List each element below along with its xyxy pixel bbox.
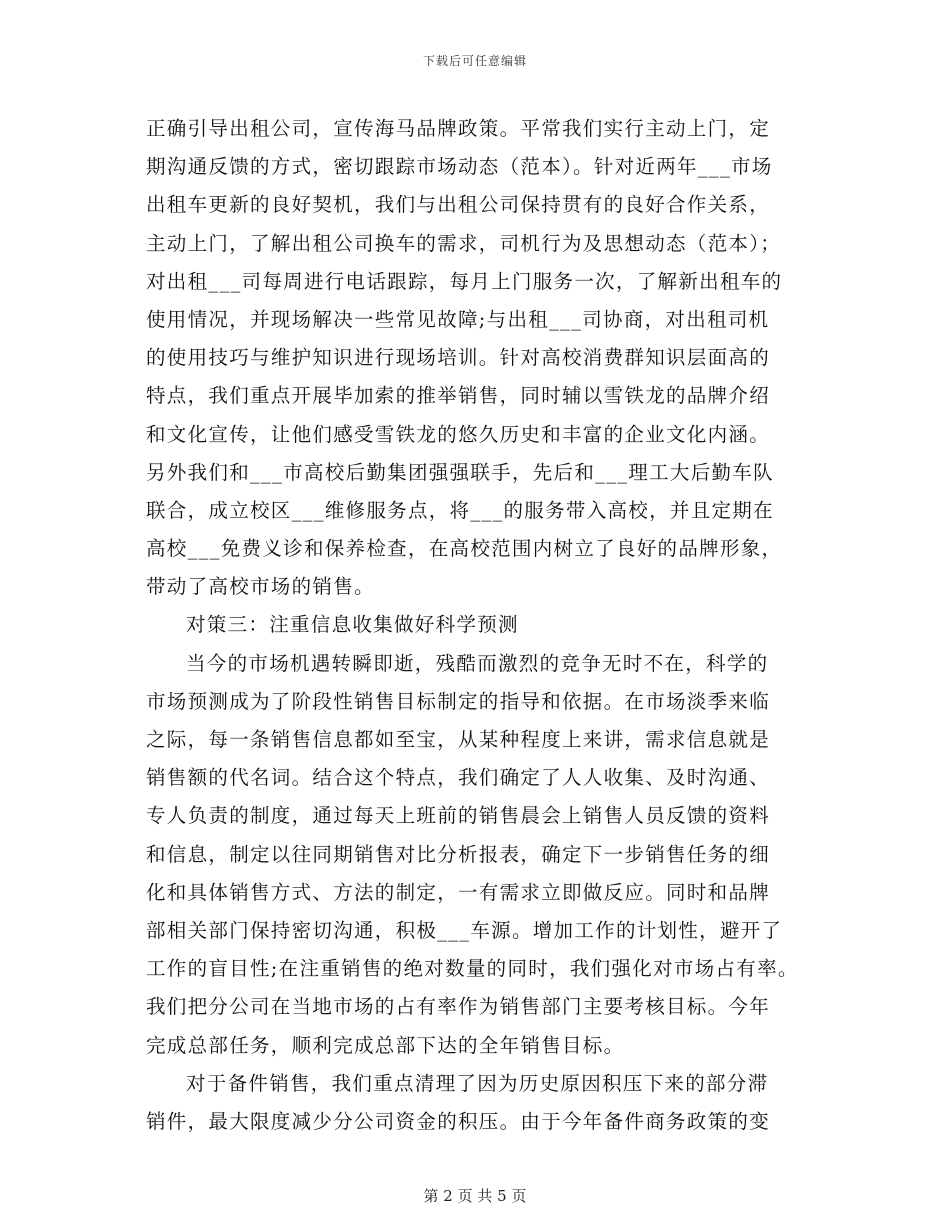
text-line: 部相关部门保持密切沟通，积极___车源。增加工作的计划性，避开了	[146, 918, 783, 942]
text-line: 对出租___司每周进行电话跟踪，每月上门服务一次，了解新出租车的	[146, 269, 783, 293]
text-line: 带动了高校市场的销售。	[146, 575, 375, 599]
text-line: 对于备件销售，我们重点清理了因为历史原因积压下来的部分滞	[186, 1071, 769, 1095]
text-line: 期沟通反馈的方式，密切跟踪市场动态（范本）。针对近两年___市场	[146, 155, 773, 179]
text-line: 工作的盲目性;在注重销售的绝对数量的同时，我们强化对市场占有率。	[146, 957, 799, 981]
text-line: 我们把分公司在当地市场的占有率作为销售部门主要考核目标。今年	[146, 995, 771, 1019]
text-line: 和信息，制定以往同期销售对比分析报表，确定下一步销售任务的细	[146, 842, 771, 866]
document-body	[146, 110, 806, 1141]
text-line: 正确引导出租公司，宣传海马品牌政策。平常我们实行主动上门，定	[146, 117, 771, 140]
text-line: 之际，每一条销售信息都如至宝，从某种程度上来讲，需求信息就是	[146, 728, 771, 751]
text-line: 当今的市场机遇转瞬即逝，残酷而激烈的竞争无时不在，科学的	[186, 651, 769, 675]
text-line: 化和具体销售方式、方法的制定，一有需求立即做反应。同时和品牌	[146, 880, 771, 904]
page-header: 下载后可任意编辑	[422, 54, 527, 68]
text-line: 专人负责的制度，通过每天上班前的销售晨会上销售人员反馈的资料	[146, 804, 771, 828]
text-line: 主动上门，了解出租公司换车的需求，司机行为及思想动态（范本）；	[146, 231, 782, 255]
text-line: 销件，最大限度减少分公司资金的积压。由于今年备件商务政策的变	[146, 1109, 771, 1133]
text-line: 完成总部任务，顺利完成总部下达的全年销售目标。	[146, 1033, 625, 1057]
text-line: 和文化宣传，让他们感受雪铁龙的悠久历史和丰富的企业文化内涵。	[146, 422, 771, 446]
text-line: 销售额的代名词。结合这个特点，我们确定了人人收集、及时沟通、	[146, 766, 771, 790]
page-footer: 第 2 页 共 5 页	[423, 1187, 527, 1205]
text-line: 使用情况，并现场解决一些常见故障;与出租___司协商，对出租司机	[146, 307, 770, 331]
text-line: 的使用技巧与维护知识进行现场培训。针对高校消费群知识层面高的	[146, 346, 771, 370]
text-line: 对策三：注重信息收集做好科学预测	[186, 613, 519, 637]
text-line: 特点，我们重点开展毕加索的推举销售，同时辅以雪铁龙的品牌介绍	[146, 384, 771, 408]
text-line: 高校___免费义诊和保养检查，在高校范围内树立了良好的品牌形象，	[146, 537, 783, 561]
text-line: 联合，成立校区___维修服务点，将___的服务带入高校，并且定期在	[146, 498, 774, 522]
text-line: 市场预测成为了阶段性销售目标制定的指导和依据。在市场淡季来临	[146, 689, 771, 713]
text-line: 另外我们和___市高校后勤集团强强联手，先后和___理工大后勤车队	[146, 460, 774, 484]
text-line: 出租车更新的良好契机，我们与出租公司保持贯有的良好合作关系，	[146, 193, 771, 217]
